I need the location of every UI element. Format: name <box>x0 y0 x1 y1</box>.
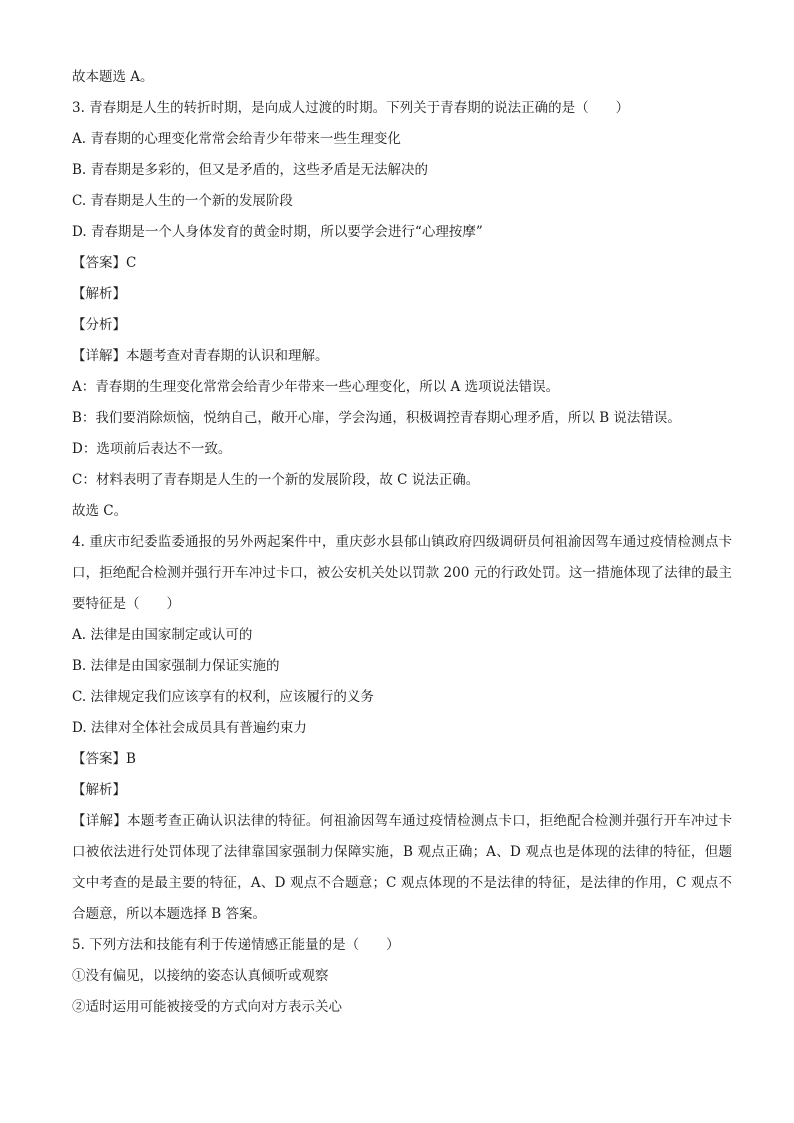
question-4-detail: 【详解】本题考查正确认识法律的特征。何祖渝因驾车通过疫情检测点卡口，拒绝配合检测并强行开车冲过卡口被依法进行处罚体现了法律靠国家强制力保障实施，B 观点正确；A、D 观点也是体现的法律的特征，但题文中考查的是最主要的特征，A、D 观点不合题意；C 观点体现的不是法律的特征，是法律的作用，C 观点不合题意，所以本题选择 B 答案。 <box>72 813 732 922</box>
question-5-stem: 5. 下列方法和技能有利于传递情感正能量的是（ ） <box>72 937 400 953</box>
question-4-option-d: D. 法律对全体社会成员具有普遍约束力 <box>72 720 307 736</box>
question-3-explain-c: C：材料表明了青春期是人生的一个新的发展阶段，故 C 说法正确。 <box>72 472 480 488</box>
question-5-item-1: ①没有偏见，以接纳的姿态认真倾听或观察 <box>72 968 329 984</box>
question-3-answer: 【答案】C <box>72 255 137 271</box>
question-4-option-b: B. 法律是由国家强制力保证实施的 <box>72 658 280 674</box>
question-5-item-2: ②适时运用可能被接受的方式向对方表示关心 <box>72 999 342 1015</box>
question-4-option-a: A. 法律是由国家制定或认可的 <box>72 627 253 643</box>
question-4-jiexi-heading: 【解析】 <box>72 782 126 798</box>
conclusion-line: 故本题选 A。 <box>72 69 154 85</box>
question-3-analysis-heading: 【分析】 <box>72 317 126 333</box>
question-3-conclusion: 故选 C。 <box>72 503 128 519</box>
question-4-stem: 4. 重庆市纪委监委通报的另外两起案件中，重庆彭水县郁山镇政府四级调研员何祖渝因驾车通过疫情检测点卡口，拒绝配合检测并强行开车冲过卡口，被公安机关处以罚款 200 元的行政处罚。这一措施体现了法律的最主要特征是（ ） <box>72 534 732 612</box>
question-3-option-c: C. 青春期是人生的一个新的发展阶段 <box>72 193 293 209</box>
question-3-option-a: A. 青春期的心理变化常常会给青少年带来一些生理变化 <box>72 131 401 147</box>
question-3-option-d: D. 青春期是一个人身体发育的黄金时期，所以要学会进行“心理按摩” <box>72 224 483 240</box>
question-3-explain-b: B：我们要消除烦恼，悦纳自己，敞开心扉，学会沟通，积极调控青春期心理矛盾，所以 B 说法错误。 <box>72 410 681 426</box>
question-3-stem: 3. 青春期是人生的转折时期，是向成人过渡的时期。下列关于青春期的说法正确的是（ ） <box>72 100 630 116</box>
question-3-detail: 【详解】本题考查对青春期的认识和理解。 <box>72 348 329 364</box>
question-3-option-b: B. 青春期是多彩的，但又是矛盾的，这些矛盾是无法解决的 <box>72 162 429 178</box>
question-3-jiexi-heading: 【解析】 <box>72 286 126 302</box>
question-3-explain-d: D：选项前后表达不一致。 <box>72 441 232 457</box>
question-3-explain-a: A：青春期的生理变化常常会给青少年带来一些心理变化，所以 A 选项说法错误。 <box>72 379 560 395</box>
question-4-option-c: C. 法律规定我们应该享有的权利，应该履行的义务 <box>72 689 374 705</box>
question-4-answer: 【答案】B <box>72 751 136 767</box>
document-content <box>72 62 732 1023</box>
